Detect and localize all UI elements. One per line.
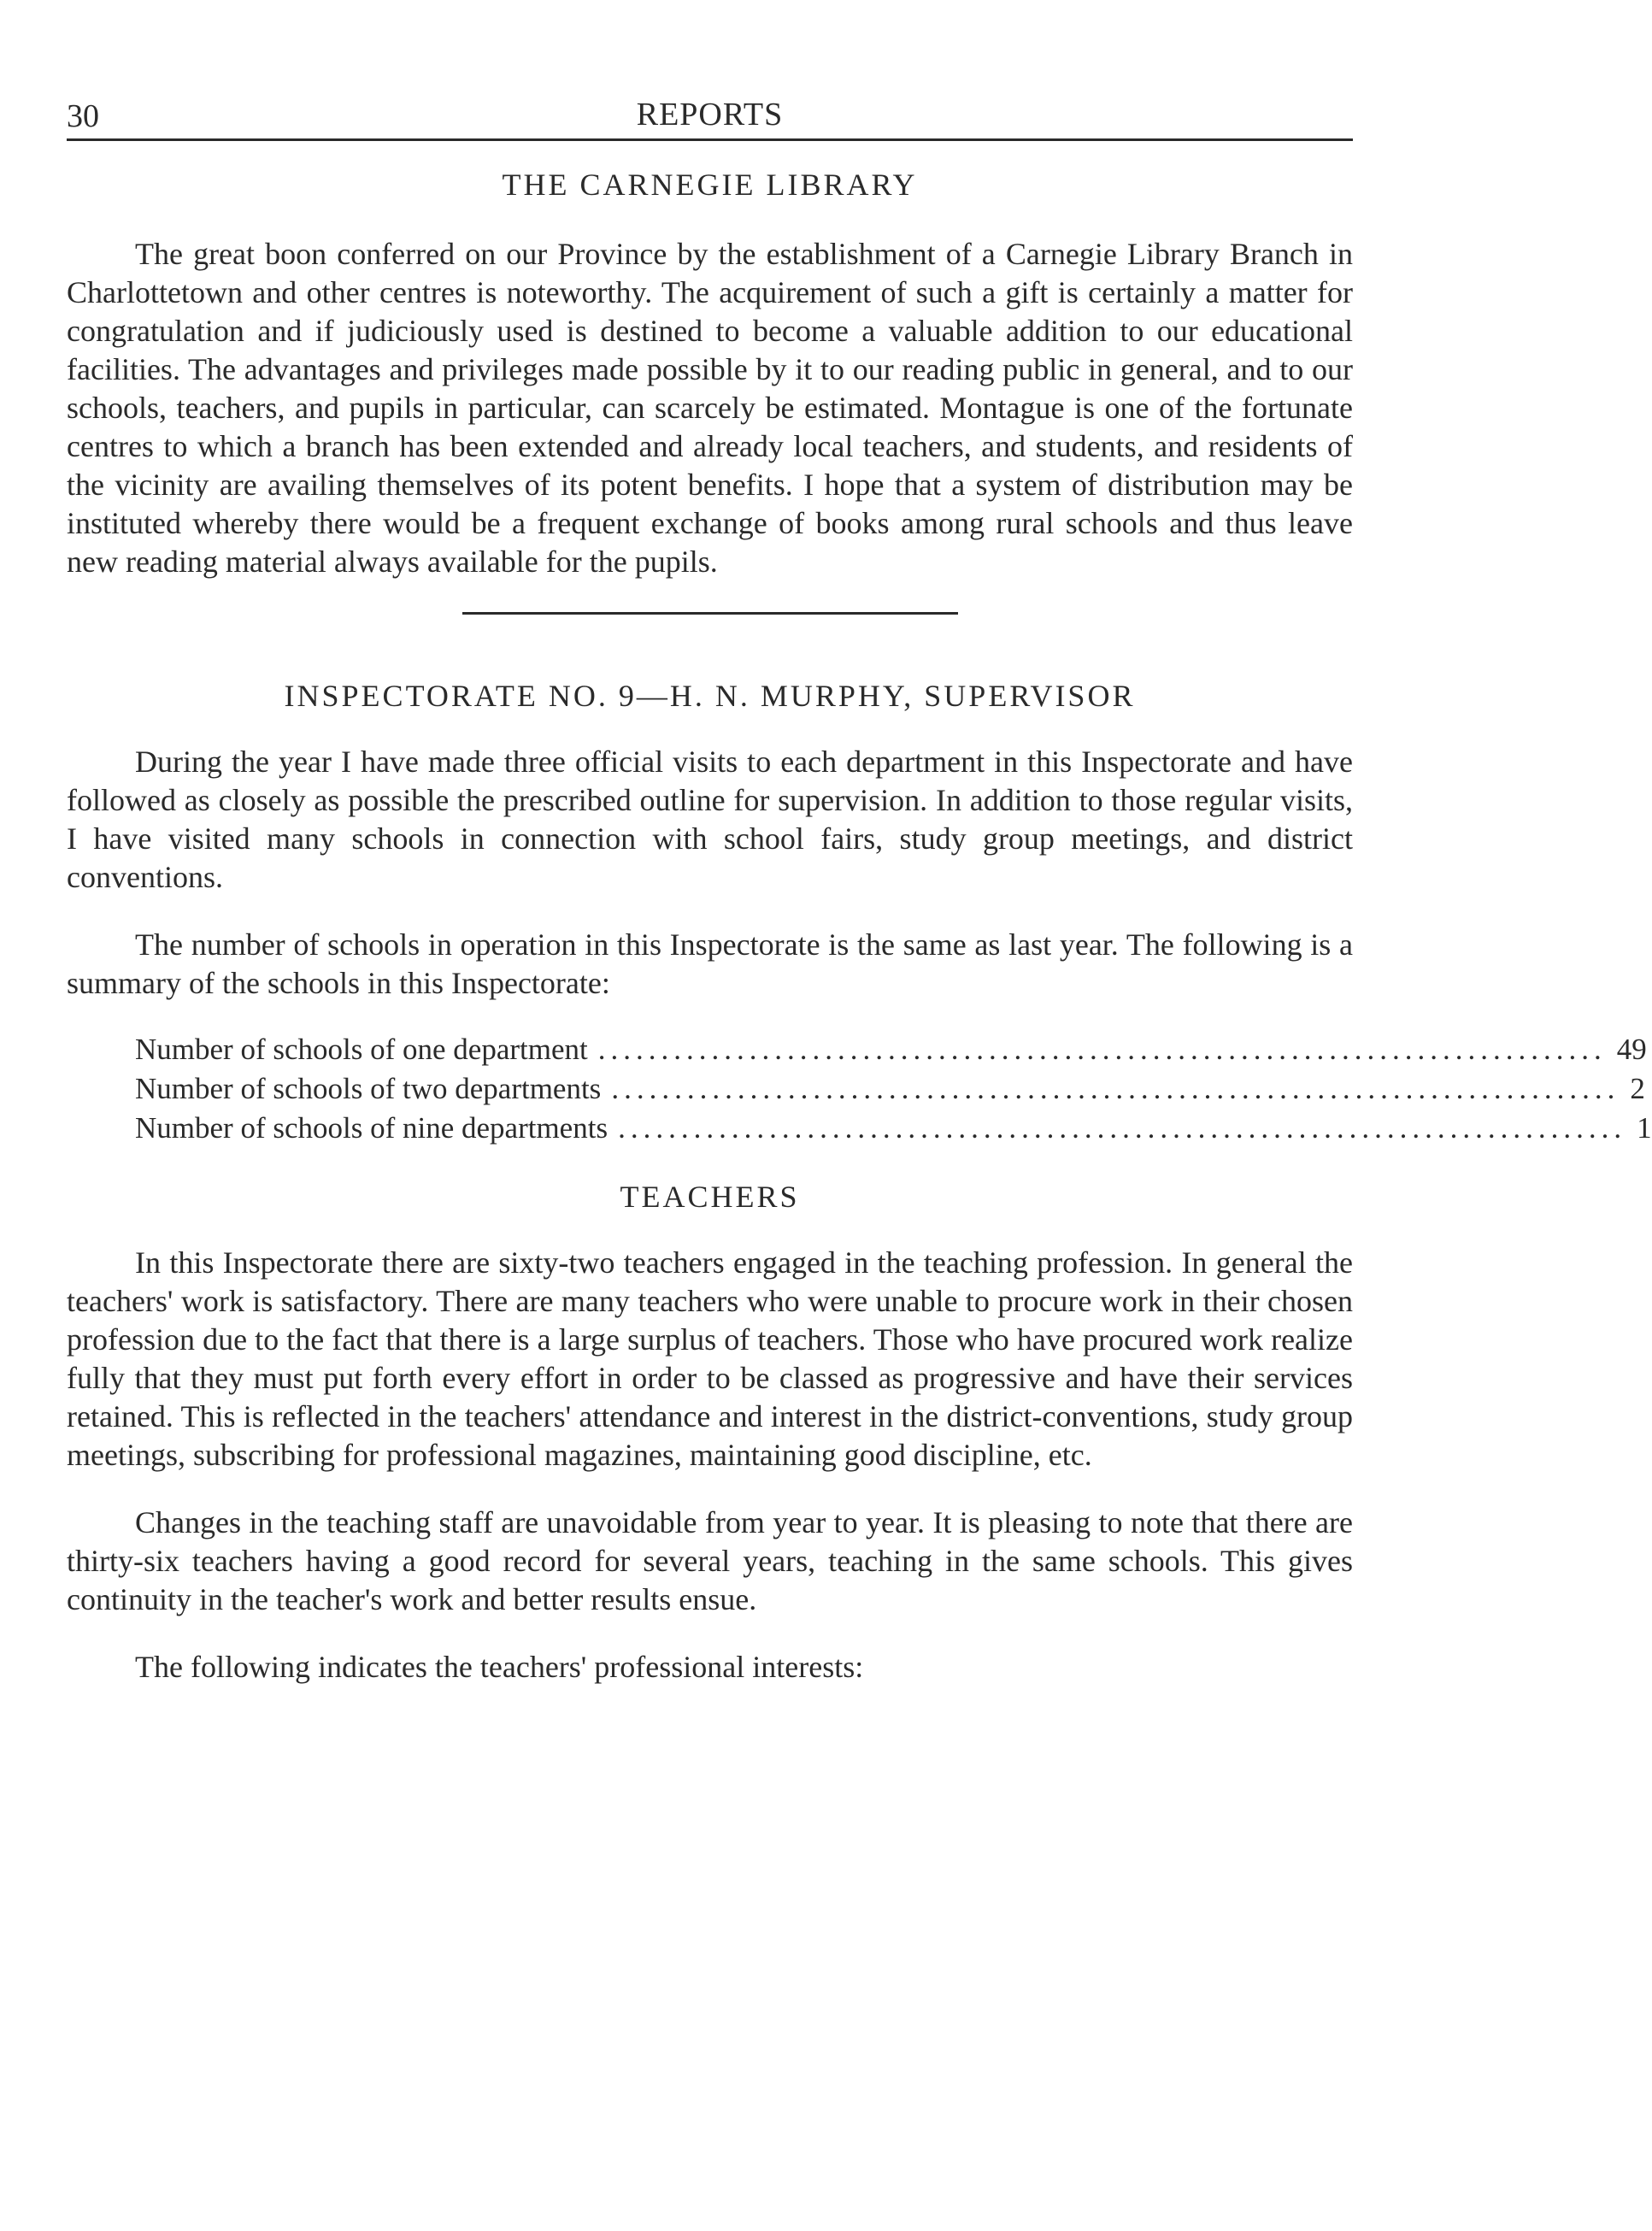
summary-value: 49 bbox=[1616, 1033, 1647, 1066]
summary-row bbox=[135, 1030, 1647, 1069]
running-header bbox=[67, 85, 1353, 141]
dot-leader: ................................................................................ bbox=[597, 1033, 1607, 1066]
summary-row bbox=[135, 1069, 1645, 1109]
dot-leader: ................................................................................ bbox=[611, 1072, 1620, 1105]
dot-leader: ................................................................................ bbox=[618, 1111, 1627, 1145]
summary-label: Number of schools of two departments bbox=[135, 1072, 602, 1105]
carnegie-paragraph: The great boon conferred on our Province by the establishment of a Carnegie Library Branch in Charlottetown and other centres is noteworthy. The acquirement of such a gift is certainly a matter for congratulation and if judiciously used is destined to become a valuable addition to our educational facilities. The advantages and privileges made possible by it to our reading public in general, and to our schools, teachers, and pupils in particular, can scarcely be estimated. Montague is one of the fortunate centres to which a branch has been extended and already local teachers, and students, and residents of the vicinity are availing themselves of its potent benefits. I hope that a system of distribution may be instituted whereby there would be a frequent exchange of books among rural schools and thus leave new reading material always available for the pupils. bbox=[67, 237, 1353, 579]
report-page bbox=[67, 85, 1652, 1686]
teachers-paragraph-1: In this Inspectorate there are sixty-two teachers engaged in the teaching profession. In general the teachers' work is satisfactory. There are many teachers who were unable to procure work in their chosen profession due to the fact that there is a large surplus of teachers. Those who have procured work realize fully that they must put forth every effort in order to be classed as progressive and have their services retained. This is reflected in the teachers' attendance and interest in the district-conventions, study group meetings, subscribing for professional magazines, maintaining good discipline, etc. bbox=[67, 1245, 1353, 1472]
section-divider bbox=[462, 612, 958, 615]
summary-label: Number of schools of nine departments bbox=[135, 1111, 608, 1145]
page-number: 30 bbox=[67, 98, 99, 134]
summary-value: 2 bbox=[1630, 1072, 1645, 1105]
teachers-paragraph-2: Changes in the teaching staff are unavoidable from year to year. It is pleasing to note that there are thirty-six teachers having a good record for several years, teaching in the same schools. This gives continuity in the teacher's work and better results ensue. bbox=[67, 1505, 1353, 1616]
teachers-paragraph-3: The following indicates the teachers' professional interests: bbox=[135, 1650, 864, 1684]
summary-label: Number of schools of one department bbox=[135, 1033, 588, 1066]
carnegie-heading: THE CARNEGIE LIBRARY bbox=[502, 168, 918, 202]
inspectorate-heading: INSPECTORATE NO. 9—H. N. MURPHY, SUPERVISOR bbox=[284, 679, 1136, 713]
summary-row bbox=[135, 1109, 1652, 1148]
school-summary-list bbox=[135, 1030, 1652, 1148]
running-title: REPORTS bbox=[636, 97, 784, 132]
inspectorate-paragraph-2: The number of schools in operation in this Inspectorate is the same as last year. The following is a summary of the schools in this Inspectorate: bbox=[67, 927, 1353, 1000]
summary-value: 1 bbox=[1637, 1111, 1652, 1145]
teachers-heading: TEACHERS bbox=[620, 1180, 800, 1214]
inspectorate-paragraph-1: During the year I have made three official visits to each department in this Inspectorate and have followed as closely as possible the prescribed outline for supervision. In addition to those regular visits, I have visited many schools in connection with school fairs, study group meetings, and district conventions. bbox=[67, 745, 1353, 894]
